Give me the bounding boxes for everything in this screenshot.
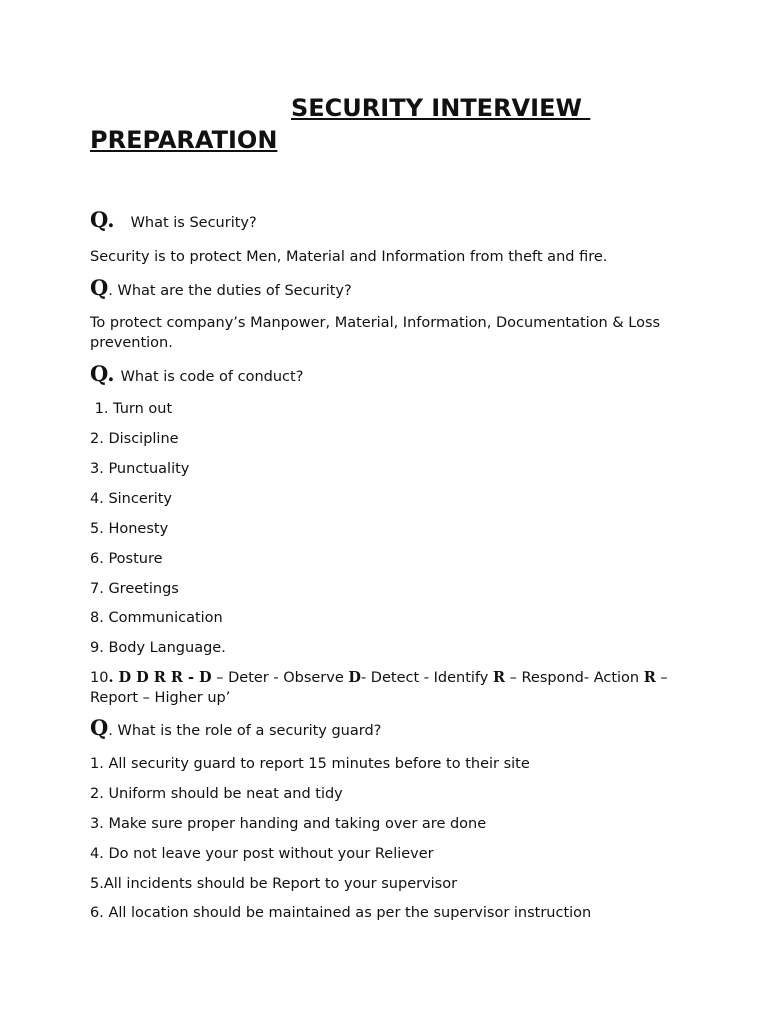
question-4: [90, 715, 680, 741]
item-text: – Deter - Observe: [211, 670, 349, 686]
question-text: . What is the role of a security guard?: [108, 723, 382, 739]
question-3: [90, 361, 680, 387]
list-item: 2. Uniform should be neat and tidy: [90, 786, 343, 802]
title-line-1: SECURITY INTERVIEW: [291, 94, 591, 122]
list-item: 3. Make sure proper handing and taking over are done: [90, 816, 487, 832]
list-item: 5.All incidents should be Report to your supervisor: [90, 876, 458, 892]
document-title: [90, 92, 690, 156]
list-item: 4. Do not leave your post without your Reliever: [90, 846, 434, 862]
item-number: 10: [90, 670, 109, 686]
question-text: . What are the duties of Security?: [108, 283, 352, 299]
question-marker: Q.: [90, 207, 115, 232]
title-line-2: PREPARATION: [90, 126, 278, 154]
question-text: What is Security?: [130, 215, 257, 231]
list-item: 9. Body Language.: [90, 640, 226, 656]
list-item: 3. Punctuality: [90, 461, 190, 477]
list-item: 5. Honesty: [90, 521, 169, 537]
acronym-letter: R: [643, 669, 656, 686]
list-item: 6. All location should be maintained as per the supervisor instruction: [90, 905, 592, 921]
list-item: 6. Posture: [90, 551, 163, 567]
answer-1: Security is to protect Men, Material and Information from theft and fire.: [90, 249, 608, 265]
acronym-letter: D: [348, 669, 361, 686]
list-item: 7. Greetings: [90, 581, 179, 597]
question-marker: Q: [90, 715, 109, 740]
list-item-ddrr-d: [90, 668, 680, 708]
item-text: – Report – Higher up’: [90, 670, 668, 706]
question-text: What is code of conduct?: [120, 369, 304, 385]
list-item: 4. Sincerity: [90, 491, 173, 507]
list-item: 8. Communication: [90, 610, 223, 626]
acronym-letter: R: [492, 669, 506, 686]
item-text: - Detect - Identify: [360, 670, 493, 686]
acronym-bold: . D D R R - D: [108, 669, 212, 686]
question-1: [90, 207, 680, 233]
answer-2: To protect company’s Manpower, Material, Information, Documentation & Loss prevention.: [90, 315, 661, 351]
item-text: – Respond- Action: [505, 670, 644, 686]
list-item: 2. Discipline: [90, 431, 179, 447]
question-marker: Q.: [90, 361, 115, 386]
question-marker: Q: [90, 275, 109, 300]
question-2: [90, 275, 680, 301]
list-item: 1. All security guard to report 15 minutes before to their site: [90, 756, 530, 772]
list-item: 1. Turn out: [90, 401, 173, 417]
